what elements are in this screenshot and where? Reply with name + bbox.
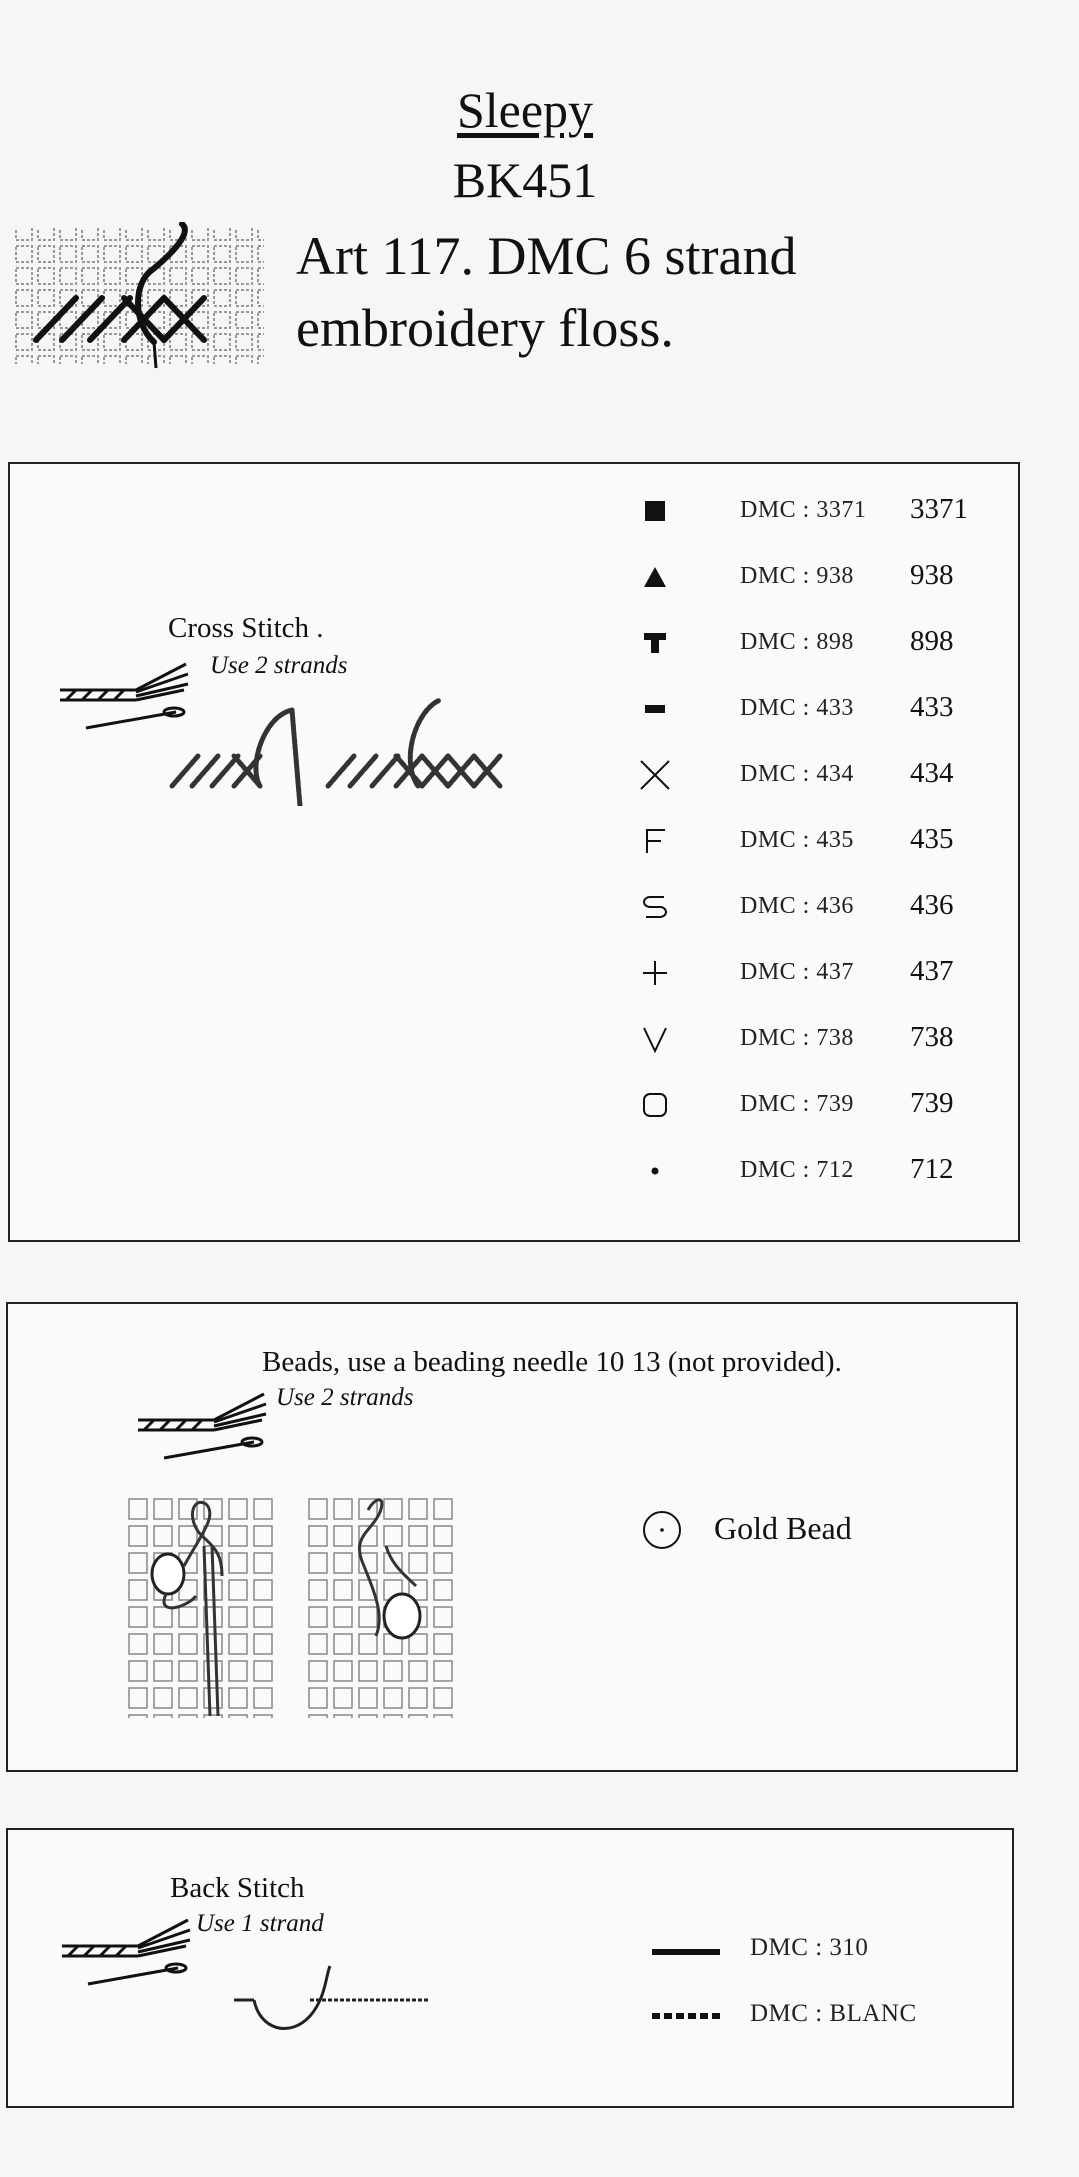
key-dmc-label: DMC : 739 <box>740 1091 854 1117</box>
key-number: 434 <box>910 757 954 789</box>
back-stitch-strands: Use 1 strand <box>196 1910 324 1937</box>
key-number: 898 <box>910 625 954 657</box>
key-dmc-label: DMC : 436 <box>740 893 854 919</box>
key-dmc-label: DMC : 435 <box>740 827 854 853</box>
cross-stitch-diagram <box>168 696 538 806</box>
dotted-line-icon <box>652 2012 722 2022</box>
needle-thread-icon <box>134 1390 284 1460</box>
key-row-712 <box>620 1151 1000 1191</box>
key-number: 739 <box>910 1087 954 1119</box>
floss-description-line-2: embroidery floss. <box>296 298 674 358</box>
needle-thread-icon <box>58 1916 208 1986</box>
beads-label: Beads, use a beading needle 10 13 (not provided). <box>262 1346 842 1378</box>
key-dmc-label: DMC : 434 <box>740 761 854 787</box>
key-number: 3371 <box>910 493 968 525</box>
key-dmc-label: DMC : 898 <box>740 629 854 655</box>
key-number: 712 <box>910 1153 954 1185</box>
dash-icon <box>620 689 690 729</box>
key-dmc-label: DMC : 738 <box>740 1025 854 1051</box>
key-number: 738 <box>910 1021 954 1053</box>
cross-stitch-strands: Use 2 strands <box>210 652 348 679</box>
v-letter-icon <box>620 1019 690 1059</box>
solid-line-icon <box>652 1948 722 1958</box>
key-number: 435 <box>910 823 954 855</box>
key-row-739 <box>620 1085 1000 1125</box>
pattern-title: Sleepy <box>456 82 594 138</box>
x-icon <box>620 755 690 795</box>
key-row-437 <box>620 953 1000 993</box>
gold-bead-label: Gold Bead <box>714 1510 852 1546</box>
key-dmc-label: DMC : 712 <box>740 1157 854 1183</box>
key-row-3371 <box>620 491 1000 531</box>
bold-t-icon <box>620 623 690 663</box>
key-row-938 <box>620 557 1000 597</box>
s-letter-icon <box>620 887 690 927</box>
key-dmc-label: DMC : 433 <box>740 695 854 721</box>
fabric-cross-stitch-icon <box>14 222 264 370</box>
key-row-434 <box>620 755 1000 795</box>
key-number: 436 <box>910 889 954 921</box>
key-dmc-label: DMC : 3371 <box>740 497 867 523</box>
back-stitch-dmc-310: DMC : 310 <box>750 1934 869 1961</box>
key-row-898 <box>620 623 1000 663</box>
bead-stitch-diagram-2 <box>306 1496 456 1718</box>
filled-triangle-icon <box>620 557 690 597</box>
floss-description-line-1: Art 117. DMC 6 strand <box>296 226 797 286</box>
key-row-435 <box>620 821 1000 861</box>
bead-stitch-diagram-1 <box>126 1496 276 1718</box>
key-number: 433 <box>910 691 954 723</box>
dot-icon <box>620 1151 690 1191</box>
beads-strands: Use 2 strands <box>276 1384 414 1411</box>
back-stitch-diagram <box>230 1960 440 2040</box>
pattern-code: BK451 <box>452 152 598 208</box>
rounded-square-icon <box>620 1085 690 1125</box>
key-dmc-label: DMC : 437 <box>740 959 854 985</box>
key-row-436 <box>620 887 1000 927</box>
back-stitch-label: Back Stitch <box>170 1872 305 1904</box>
key-row-433 <box>620 689 1000 729</box>
gold-bead-icon <box>640 1508 684 1552</box>
back-stitch-dmc-blanc: DMC : BLANC <box>750 2000 917 2027</box>
cross-stitch-label: Cross Stitch . <box>168 612 324 644</box>
key-number: 437 <box>910 955 954 987</box>
f-letter-icon <box>620 821 690 861</box>
filled-square-icon <box>620 491 690 531</box>
plus-icon <box>620 953 690 993</box>
key-dmc-label: DMC : 938 <box>740 563 854 589</box>
key-row-738 <box>620 1019 1000 1059</box>
key-number: 938 <box>910 559 954 591</box>
